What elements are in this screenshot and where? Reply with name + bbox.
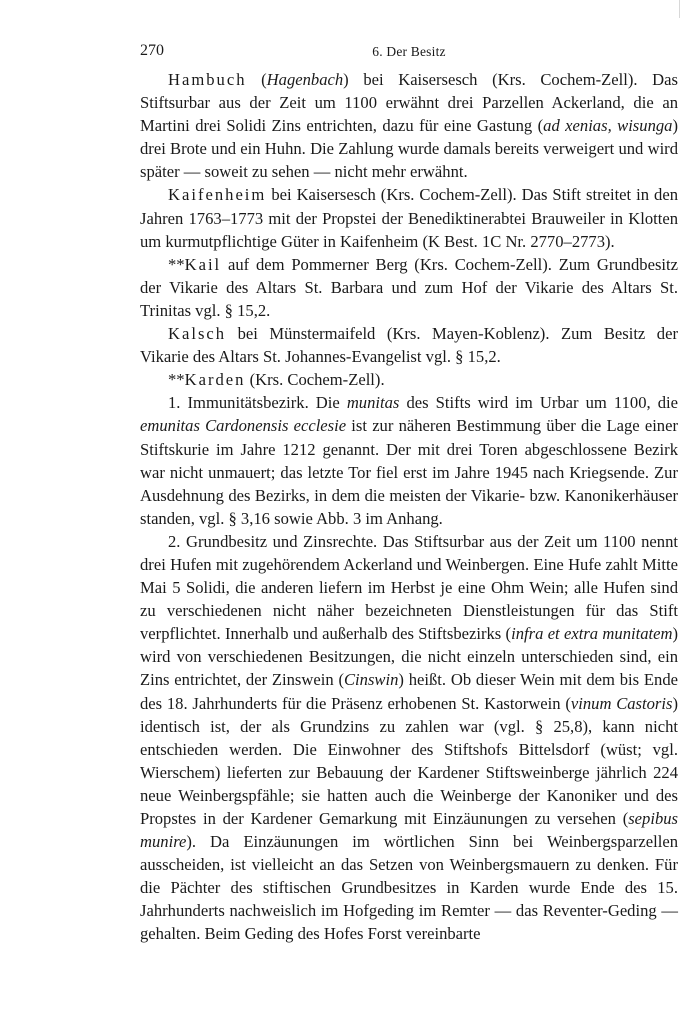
text-run: des Stifts wird im Urbar um 1100, die	[399, 393, 678, 413]
paragraph	[140, 253, 678, 322]
italic-text: sepibus munire	[140, 809, 678, 852]
text-run: ) wird von verschiedenen Besitzungen, die nicht einzeln unterschieden sind, ein Zins entrichtet, der Zinswein (	[140, 624, 679, 690]
text-run: **	[168, 370, 185, 390]
text-run: ) identisch ist, der als Grundzins zu zahlen war (vgl. § 25,8), kann nicht entschieden werden. Die Einwohner des Stiftshofs Bittelsdorf (wüst; vgl. Wierschem) lieferten zur Bebauung der Kardener Stiftsweinberge jährlich 224 neue Weinbergspfähle; sie hatten auch die Weinberge der Kanoniker und des Propstes in der Kardener Gemarkung mit Einzäunungen zu versehen (	[140, 693, 678, 828]
place-lemma: Kaifenheim	[168, 185, 267, 205]
paragraph	[140, 322, 678, 368]
document-page	[140, 38, 678, 946]
place-lemma: Kail	[184, 254, 222, 274]
italic-text: vinum Castoris	[570, 693, 673, 713]
text-run: ). Da Einzäunungen im wörtlichen Sinn bei Weinbergsparzellen ausscheiden, ist vielleicht an das Setzen von Weinbergsmauern zu denken. Für die Pächter des stiftischen Grundbesitzes in Karden wurde Ende des 15. Jahrhunderts nachweislich im Hofgeding im Remter — das Reventer-Geding — gehalten. Beim Geding des Hofes Forst vereinbarte	[140, 832, 678, 944]
italic-text: ad xenias, wisunga	[543, 116, 673, 136]
page-number: 270	[140, 42, 164, 59]
italic-text: emunitas Cardonensis ecclesie	[140, 416, 347, 436]
text-run: bei Kaisersesch (Krs. Cochem-Zell). Das Stift streitet in den Jahren 1763–1773 mit der Propstei der Benediktinerabtei Brauweiler in Klotten um kurmutpflichtige Güter in Kaifenheim (K Best. 1C Nr. 2770–2773).	[140, 185, 678, 251]
paragraph	[140, 68, 678, 183]
italic-text: Cinswin	[343, 670, 399, 690]
text-run: (Krs. Cochem-Zell).	[245, 370, 385, 390]
italic-text: munitas	[346, 393, 400, 413]
scan-edge-mark	[679, 0, 680, 18]
text-run: bei Münstermaifeld (Krs. Mayen-Koblenz). Zum Besitz der Vikarie des Altars St. Johannes-Evangelist vgl. § 15,2.	[140, 324, 678, 367]
text-run: auf dem Pommerner Berg (Krs. Cochem-Zell). Zum Grundbesitz der Vikarie des Altars St. Barbara und zum Hof der Vikarie des Altars St. Trinitas vgl. § 15,2.	[140, 254, 678, 320]
body-text	[140, 68, 678, 946]
place-lemma: Hambuch	[168, 70, 247, 89]
text-run: ) bei Kaisersesch (Krs. Cochem-Zell). Das Stiftsurbar aus der Zeit um 1100 erwähnt drei Parzellen Ackerland, die an Martini drei Solidi Zins entrichten, dazu für eine Gastung (	[140, 70, 678, 136]
running-head: 6. Der Besitz	[372, 44, 446, 59]
text-run: (	[246, 70, 267, 89]
paragraph	[140, 530, 678, 946]
italic-text: Hagenbach	[266, 70, 344, 89]
paragraph	[140, 368, 678, 391]
paragraph	[140, 391, 678, 530]
place-lemma: Kalsch	[168, 324, 227, 344]
text-run: ) drei Brote und ein Huhn. Die Zahlung wurde damals bereits verweigert und wird später — soweit zu sehen — nicht mehr erwähnt.	[140, 116, 678, 182]
text-run: **	[168, 254, 185, 274]
paragraph	[140, 183, 678, 252]
text-run: ) heißt. Ob dieser Wein mit dem bis Ende des 18. Jahrhunderts für die Präsenz erhobenen St. Kastorwein (	[140, 670, 678, 713]
italic-text: infra et extra munitatem	[511, 624, 673, 644]
page-header	[140, 38, 678, 68]
text-run: 2. Grundbesitz und Zinsrechte. Das Stiftsurbar aus der Zeit um 1100 nennt drei Hufen mit zugehörendem Ackerland und Weinbergen. Eine Hufe zahlt Mitte Mai 5 Solidi, die anderen liefern im Herbst je eine Ohm Wein; alle Hufen sind zu verschiedenen nicht näher bezeichneten Dienstleistungen für das Stift verpflichtet. Innerhalb und außerhalb des Stiftsbezirks (	[140, 531, 678, 644]
text-run: 1. Immunitätsbezirk. Die	[168, 393, 347, 413]
text-run: ist zur näheren Bestimmung über die Lage einer Stiftskurie im Jahre 1212 genannt. Der mit drei Toren abgeschlossene Bezirk war nicht unmauert; das letzte Tor fiel erst im Jahre 1945 nach Kriegsende. Zur Ausdehnung des Bezirks, in dem die meisten der Vikarie- bzw. Kanonikerhäuser standen, vgl. § 3,16 sowie Abb. 3 im Anhang.	[140, 416, 678, 528]
place-lemma: Karden	[184, 370, 246, 390]
